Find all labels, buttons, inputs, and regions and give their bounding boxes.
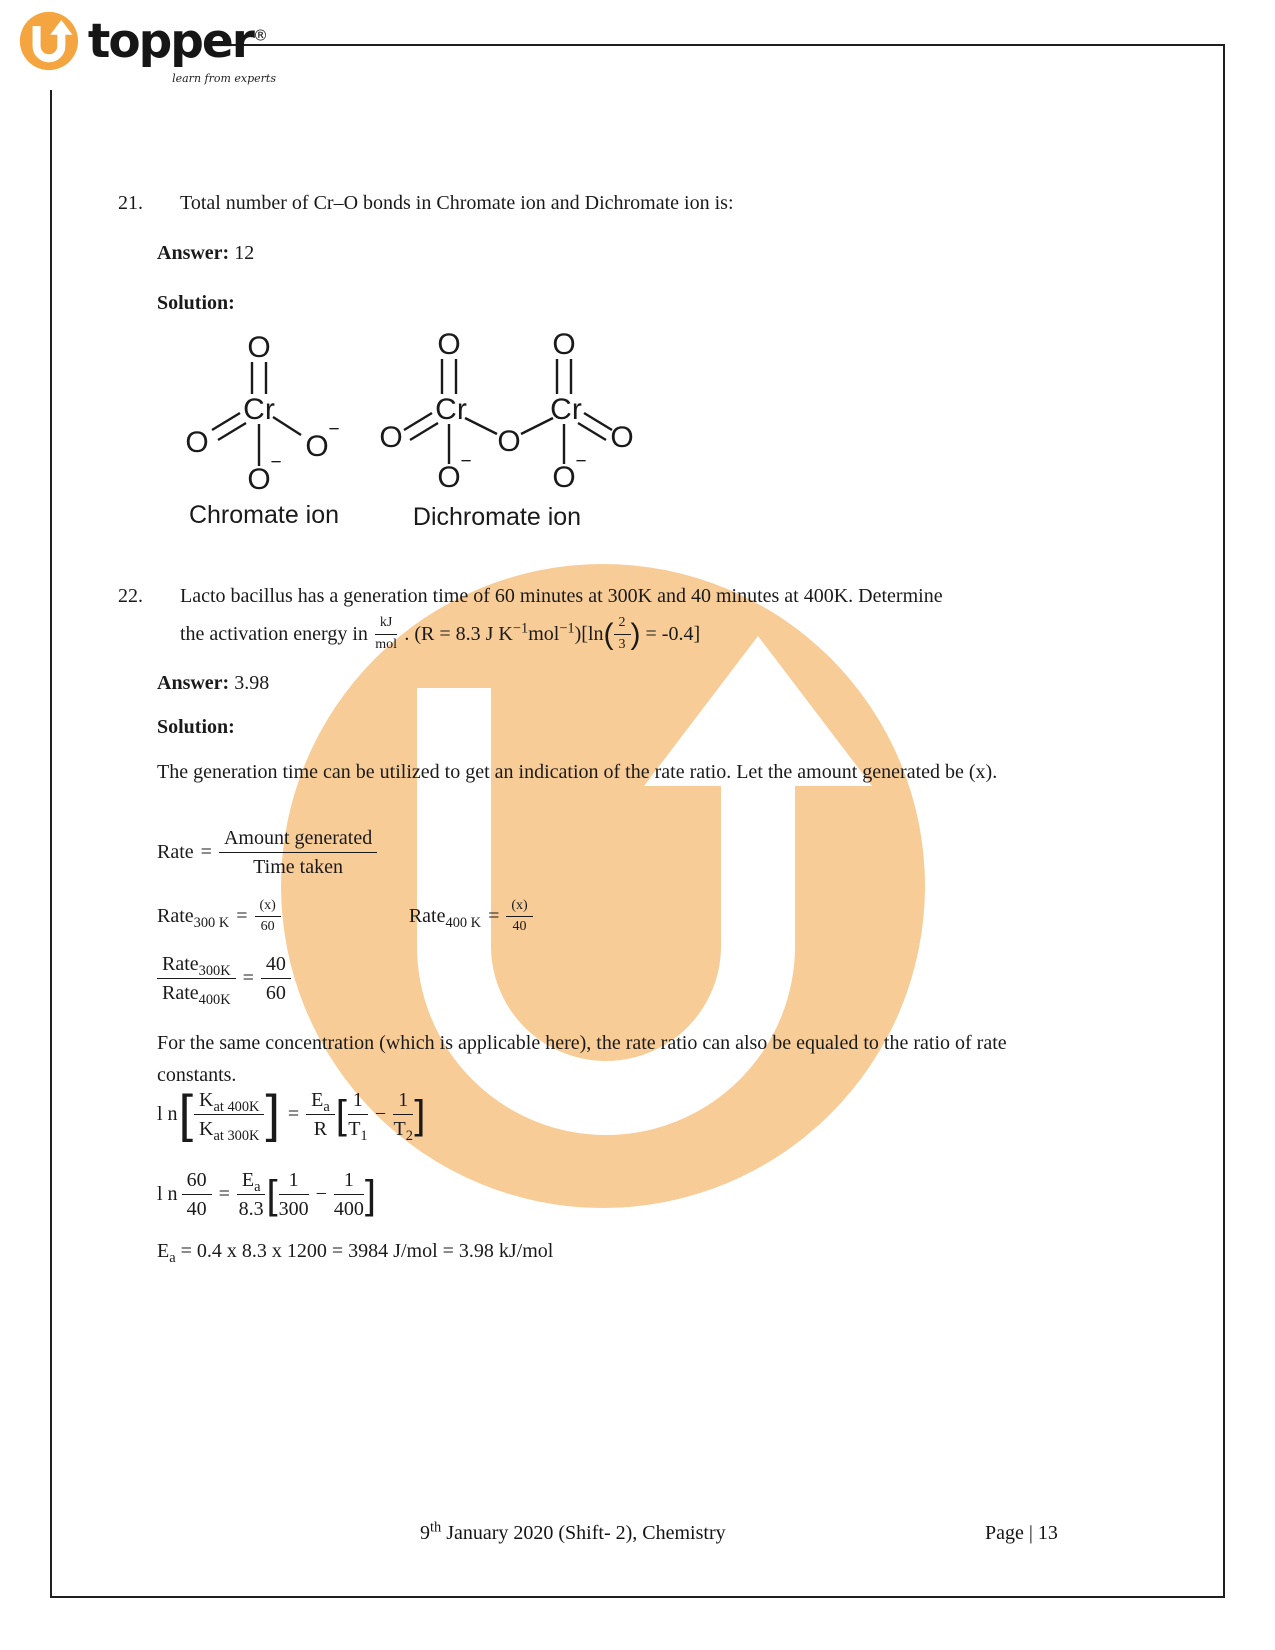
- rate400-lhs: [408, 905, 482, 932]
- subscript-at-400k: at 400K: [213, 1099, 260, 1115]
- rate-text: Rate: [157, 905, 194, 928]
- rate-text: Rate: [162, 953, 199, 975]
- subscript-300k: 300 K: [193, 915, 230, 932]
- open-bracket: [: [335, 1092, 347, 1137]
- close-bracket: ]: [364, 1172, 376, 1217]
- one-over-t1-fraction: [348, 1088, 368, 1144]
- q21-answer-value: 12: [234, 242, 255, 264]
- subscript-2: 2: [405, 1128, 413, 1144]
- brand-name: [87, 14, 268, 69]
- ea-symbol: E: [311, 1089, 324, 1111]
- chromate-label: Chromate ion: [188, 501, 340, 529]
- equals-sign: =: [200, 841, 212, 863]
- q22-solution-label: Solution:: [157, 716, 235, 738]
- fraction-denominator: [393, 1115, 413, 1144]
- fraction-denominator: R: [313, 1118, 328, 1140]
- close-paren: ): [630, 617, 641, 651]
- sixty-over-forty-fraction: [182, 1168, 212, 1221]
- right-border-line: [1223, 44, 1225, 1598]
- rate-fraction: [219, 826, 377, 879]
- q22-line2: [180, 610, 700, 658]
- atom-o: O: [437, 328, 461, 361]
- atom-o: O: [497, 425, 521, 458]
- fraction-denominator: [157, 979, 236, 1008]
- chromate-dichromate-structures: [160, 320, 680, 555]
- subscript-at-300k: at 300K: [213, 1128, 260, 1144]
- open-bracket: [: [266, 1172, 278, 1217]
- fraction-numerator: Amount generated: [219, 826, 377, 853]
- watermark-arrow-shaft: [721, 780, 795, 952]
- fraction-numerator: 1: [334, 1168, 364, 1195]
- one-over-t2-fraction: [393, 1088, 413, 1144]
- ea-over-83-fraction: [237, 1168, 266, 1221]
- minus-sign: −: [374, 1103, 387, 1125]
- t-symbol: T: [348, 1118, 361, 1140]
- subscript-1: 1: [360, 1128, 368, 1144]
- brand-tagline: learn from experts: [172, 72, 276, 85]
- subscript-a: a: [323, 1099, 330, 1115]
- t-symbol: T: [393, 1118, 406, 1140]
- activation-energy-result: [157, 1240, 554, 1266]
- brand-name-text: topper: [87, 14, 253, 69]
- fraction-denominator: 400: [333, 1198, 364, 1220]
- minus-charge: −: [270, 452, 282, 473]
- dichromate-label: Dichromate ion: [412, 503, 582, 531]
- rate-ratio-equation: [157, 952, 291, 1008]
- bottom-border-line: [50, 1596, 1225, 1598]
- atom-o: O: [247, 331, 271, 364]
- q22-number: 22.: [118, 585, 143, 607]
- q22-answer-row: [157, 672, 269, 695]
- left-border-line: [50, 90, 52, 1596]
- ln-open: )[ln: [574, 622, 604, 645]
- atom-o: O: [552, 328, 576, 361]
- equals-sign: =: [236, 905, 248, 928]
- rate-text: Rate: [162, 982, 199, 1004]
- footer-date-rest: January 2020 (Shift- 2), Chemistry: [441, 1522, 726, 1544]
- atom-o: O: [185, 426, 209, 459]
- subscript-a: a: [254, 1179, 261, 1195]
- fraction-numerator: [157, 952, 236, 979]
- one-over-300-fraction: [279, 1168, 309, 1221]
- k-symbol: K: [199, 1089, 214, 1111]
- fraction-denominator: 40: [186, 1198, 207, 1220]
- q21-number: 21.: [118, 192, 143, 214]
- fraction-numerator: 2: [614, 615, 631, 634]
- k-ratio-fraction: [194, 1088, 264, 1144]
- close-bracket: ]: [414, 1092, 426, 1137]
- subscript-400k: 400 K: [445, 915, 482, 932]
- rate300-lhs: [157, 905, 230, 932]
- fraction-numerator: (x): [255, 898, 281, 917]
- fraction-numerator: 40: [261, 952, 291, 979]
- atom-o: O: [610, 421, 634, 454]
- equals-sign: =: [218, 1183, 230, 1205]
- rate300-fraction: [255, 898, 281, 935]
- fraction-numerator: (x): [506, 898, 532, 917]
- two-thirds-fraction: [614, 615, 631, 652]
- brand-u-icon: [18, 8, 80, 74]
- fraction-numerator: 1: [279, 1168, 309, 1195]
- fraction-numerator: [194, 1088, 264, 1115]
- q22-para1: The generation time can be utilized to get an indication of the rate ratio. Let the amount generated be (x).: [157, 761, 998, 783]
- open-paren: (: [603, 617, 614, 651]
- ea-symbol: E: [241, 1169, 255, 1191]
- q21-solution-label: Solution:: [157, 292, 235, 314]
- ln-function: l n: [157, 1103, 178, 1125]
- fraction-denominator: 8.3: [238, 1198, 264, 1220]
- atom-cr: Cr: [550, 393, 582, 426]
- one-over-400-fraction: [334, 1168, 364, 1221]
- fraction-denominator: [194, 1115, 264, 1144]
- result-text: = 0.4 x 8.3 x 1200 = 3984 J/mol = 3.98 kJ/mol: [180, 1240, 554, 1262]
- superscript: −1: [512, 619, 529, 636]
- fraction-denominator: 60: [265, 982, 286, 1004]
- subscript-400k: 400K: [198, 992, 231, 1008]
- q22-answer-value: 3.98: [234, 672, 270, 694]
- atom-o: O: [437, 461, 461, 494]
- open-bracket: [: [178, 1085, 194, 1144]
- subscript-300k: 300K: [198, 963, 231, 979]
- close-bracket: ]: [265, 1085, 280, 1144]
- fraction-denominator: 3: [618, 636, 626, 652]
- k-symbol: K: [199, 1118, 214, 1140]
- fraction-numerator: 60: [182, 1168, 212, 1195]
- brand-logo: [18, 8, 276, 90]
- fraction-numerator: 1: [348, 1088, 368, 1115]
- fraction-denominator: 60: [260, 919, 275, 935]
- fraction-numerator: 1: [393, 1088, 413, 1115]
- top-border-line: [230, 44, 1225, 46]
- atom-o: O: [247, 463, 271, 496]
- mol-text: mol: [528, 622, 560, 645]
- fraction-denominator: [348, 1115, 368, 1144]
- atom-o: O: [552, 461, 576, 494]
- subscript-a: a: [169, 1250, 176, 1266]
- ln-function: l n: [157, 1183, 178, 1205]
- atom-cr: Cr: [435, 393, 467, 426]
- q22-line2-mid: [404, 619, 604, 646]
- minus-charge: −: [575, 451, 587, 472]
- kj-per-mol-fraction: [375, 615, 397, 652]
- atom-o: O: [305, 430, 329, 463]
- equals-sign: =: [287, 1103, 300, 1125]
- ea-over-r-fraction: [306, 1088, 335, 1141]
- fraction-denominator: mol: [375, 636, 398, 652]
- footer-page-number: Page | 13: [985, 1522, 1058, 1544]
- q21-question-text: Total number of Cr–O bonds in Chromate ion and Dichromate ion is:: [180, 192, 734, 214]
- rate400-fraction: [506, 898, 532, 935]
- footer-date-ordinal: th: [430, 1519, 442, 1536]
- q22-para2: For the same concentration (which is applicable here), the rate ratio can also be equaled to the ratio of rate constants.: [157, 1032, 1007, 1086]
- q22-answer-label: Answer:: [157, 672, 230, 694]
- rate-ratio-rhs-fraction: [261, 952, 291, 1005]
- rate-definition-equation: [157, 826, 377, 879]
- fraction-denominator: Time taken: [253, 856, 343, 878]
- superscript: −1: [559, 619, 575, 636]
- rate-text: Rate: [408, 905, 446, 928]
- atom-o: O: [379, 421, 403, 454]
- registered-mark: ®: [253, 26, 268, 45]
- fraction-numerator: kJ: [375, 615, 397, 634]
- atom-cr: Cr: [243, 393, 275, 426]
- q22-line2-pre: the activation energy in: [180, 622, 368, 645]
- fraction-denominator: 300: [278, 1198, 309, 1220]
- fraction-denominator: 40: [512, 919, 527, 935]
- minus-sign: −: [315, 1183, 327, 1205]
- minus-charge: −: [460, 451, 472, 472]
- r-value-text: . (R = 8.3 J K: [404, 622, 513, 645]
- rate-lhs: Rate: [157, 841, 194, 863]
- fraction-numerator: [237, 1168, 266, 1195]
- equals-sign: =: [488, 905, 500, 928]
- ea-symbol: E: [157, 1240, 170, 1262]
- q22-line2-end: = -0.4]: [645, 622, 701, 645]
- arrhenius-ratio-equation: [157, 1085, 426, 1144]
- minus-charge: −: [328, 419, 340, 440]
- q21-answer-label: Answer:: [157, 242, 230, 264]
- footer-exam-info: [420, 1519, 726, 1545]
- fraction-numerator: [306, 1088, 335, 1115]
- q22-line1: Lacto bacillus has a generation time of 60 minutes at 300K and 40 minutes at 400K. Determine: [180, 585, 943, 607]
- rate-ratio-lhs-fraction: [157, 952, 236, 1008]
- rate-at-temps-row: [157, 898, 533, 935]
- equals-sign: =: [242, 967, 254, 989]
- numeric-arrhenius-equation: [157, 1168, 377, 1221]
- q21-answer-row: [157, 242, 254, 265]
- footer-date-day: 9: [420, 1522, 430, 1544]
